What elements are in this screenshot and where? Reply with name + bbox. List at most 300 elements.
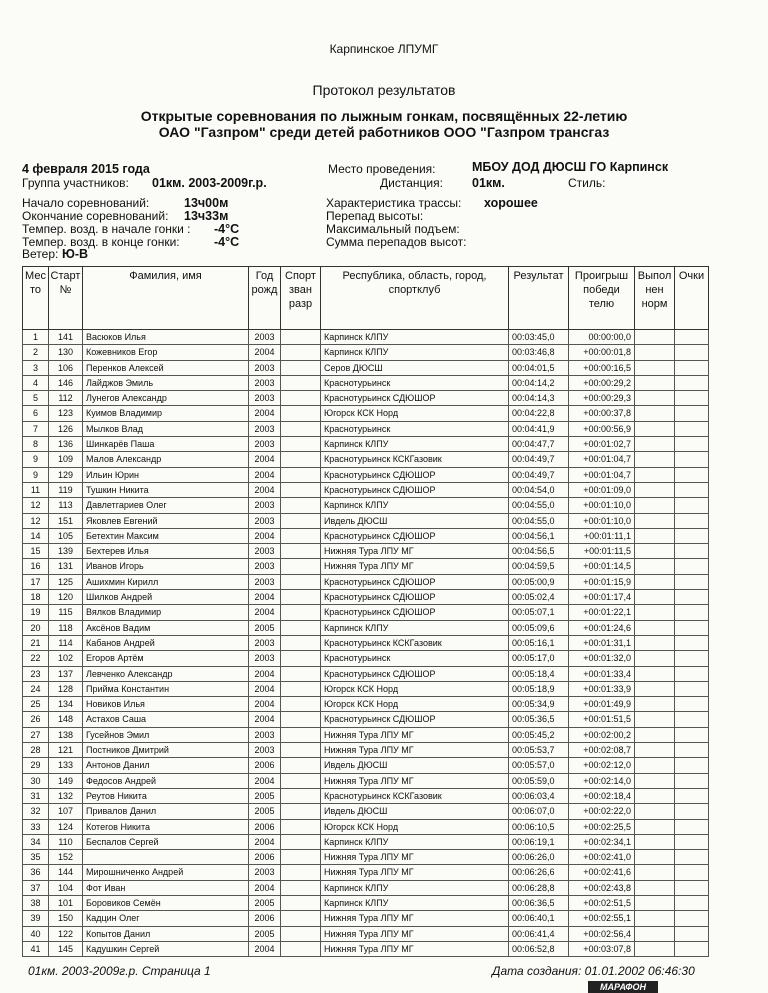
cell-behind: +00:02:08,7 xyxy=(569,743,635,758)
cell-start: 136 xyxy=(49,437,83,452)
cell-norm xyxy=(635,574,675,589)
cell-name: Прийма Константин xyxy=(83,681,249,696)
table-row xyxy=(23,804,709,819)
cell-year: 2004 xyxy=(249,712,281,727)
cell-behind: +00:01:02,7 xyxy=(569,437,635,452)
cell-norm xyxy=(635,804,675,819)
temp-end-label: Темпер. возд. в конце гонки: xyxy=(22,235,180,249)
cell-start: 125 xyxy=(49,574,83,589)
cell-points xyxy=(675,605,709,620)
cell-norm xyxy=(635,666,675,681)
table-row xyxy=(23,697,709,712)
table-row xyxy=(23,544,709,559)
cell-rank xyxy=(281,544,321,559)
cell-rank xyxy=(281,773,321,788)
temp-start-label: Темпер. возд. в начале гонки : xyxy=(22,222,191,236)
table-row xyxy=(23,926,709,941)
cell-behind: +00:01:24,6 xyxy=(569,620,635,635)
cell-start: 118 xyxy=(49,620,83,635)
cell-place: 25 xyxy=(23,697,49,712)
cell-norm xyxy=(635,727,675,742)
cell-behind: +00:01:10,0 xyxy=(569,498,635,513)
table-row xyxy=(23,590,709,605)
cell-name: Перенков Алексей xyxy=(83,360,249,375)
cell-start: 133 xyxy=(49,758,83,773)
table-row xyxy=(23,452,709,467)
table-row xyxy=(23,819,709,834)
cell-region: Ивдель ДЮСШ xyxy=(321,758,509,773)
cell-place: 35 xyxy=(23,850,49,865)
distance-label: Дистанция: xyxy=(380,176,443,190)
cell-points xyxy=(675,528,709,543)
protocol-title: Протокол результатов xyxy=(312,82,456,98)
cell-result: 00:04:56,1 xyxy=(509,528,569,543)
cell-rank xyxy=(281,345,321,360)
cell-behind: +00:02:41,0 xyxy=(569,850,635,865)
cell-name: Федосов Андрей xyxy=(83,773,249,788)
cell-place: 27 xyxy=(23,727,49,742)
table-header-row xyxy=(23,267,709,330)
cell-place: 41 xyxy=(23,941,49,956)
cell-start: 145 xyxy=(49,941,83,956)
end-time-value: 13ч33м xyxy=(184,209,229,223)
cell-name: Аксёнов Вадим xyxy=(83,620,249,635)
cell-start: 107 xyxy=(49,804,83,819)
table-row xyxy=(23,651,709,666)
cell-start: 144 xyxy=(49,865,83,880)
sum-diff-label: Сумма перепадов высот: xyxy=(326,235,467,249)
cell-norm xyxy=(635,850,675,865)
cell-result: 00:04:49,7 xyxy=(509,452,569,467)
col-name-header: Фамилия, имя xyxy=(83,267,249,330)
table-row xyxy=(23,895,709,910)
cell-region: Нижняя Тура ЛПУ МГ xyxy=(321,773,509,788)
cell-name: Шилков Андрей xyxy=(83,590,249,605)
cell-place: 4 xyxy=(23,375,49,390)
cell-behind: +00:01:32,0 xyxy=(569,651,635,666)
cell-place: 16 xyxy=(23,559,49,574)
cell-start: 130 xyxy=(49,345,83,360)
cell-year: 2006 xyxy=(249,758,281,773)
cell-place: 5 xyxy=(23,391,49,406)
cell-points xyxy=(675,437,709,452)
cell-place: 17 xyxy=(23,574,49,589)
cell-result: 00:06:07,0 xyxy=(509,804,569,819)
cell-name: Куимов Владимир xyxy=(83,406,249,421)
col-behind-header: Проигрыш победи телю xyxy=(569,267,635,330)
cell-rank xyxy=(281,911,321,926)
table-row xyxy=(23,406,709,421)
cell-start: 121 xyxy=(49,743,83,758)
cell-start: 114 xyxy=(49,635,83,650)
cell-points xyxy=(675,391,709,406)
cell-year: 2004 xyxy=(249,941,281,956)
cell-region: Карпинск КЛПУ xyxy=(321,345,509,360)
cell-place: 8 xyxy=(23,437,49,452)
cell-name xyxy=(83,850,249,865)
cell-result: 00:03:46,8 xyxy=(509,345,569,360)
cell-points xyxy=(675,421,709,436)
cell-behind: +00:02:43,8 xyxy=(569,880,635,895)
cell-rank xyxy=(281,681,321,696)
temp-end-value: -4°C xyxy=(214,235,240,249)
max-climb-label: Максимальный подъем: xyxy=(326,222,460,236)
table-row xyxy=(23,681,709,696)
cell-region: Краснотурьинск СДЮШОР xyxy=(321,666,509,681)
cell-year: 2003 xyxy=(249,559,281,574)
cell-result: 00:04:56,5 xyxy=(509,544,569,559)
cell-region: Карпинск КЛПУ xyxy=(321,880,509,895)
cell-rank xyxy=(281,421,321,436)
cell-behind: +00:02:56,4 xyxy=(569,926,635,941)
cell-region: Серов ДЮСШ xyxy=(321,360,509,375)
cell-result: 00:03:45,0 xyxy=(509,330,569,345)
cell-start: 132 xyxy=(49,788,83,803)
cell-region: Нижняя Тура ЛПУ МГ xyxy=(321,743,509,758)
cell-year: 2003 xyxy=(249,574,281,589)
cell-points xyxy=(675,850,709,865)
cell-norm xyxy=(635,467,675,482)
cell-place: 11 xyxy=(23,482,49,497)
cell-behind: +00:01:14,5 xyxy=(569,559,635,574)
cell-place: 2 xyxy=(23,345,49,360)
cell-rank xyxy=(281,360,321,375)
cell-place: 34 xyxy=(23,834,49,849)
cell-year: 2005 xyxy=(249,895,281,910)
cell-name: Бехтерев Илья xyxy=(83,544,249,559)
cell-behind: +00:03:07,8 xyxy=(569,941,635,956)
cell-norm xyxy=(635,911,675,926)
cell-place: 24 xyxy=(23,681,49,696)
cell-place: 9 xyxy=(23,467,49,482)
table-row xyxy=(23,880,709,895)
col-rank-header: Спорт зван разр xyxy=(281,267,321,330)
cell-region: Карпинск КЛПУ xyxy=(321,895,509,910)
cell-place: 1 xyxy=(23,330,49,345)
cell-year: 2003 xyxy=(249,727,281,742)
cell-region: Югорск КСК Норд xyxy=(321,697,509,712)
cell-result: 00:05:16,1 xyxy=(509,635,569,650)
cell-name: Кадушкин Сергей xyxy=(83,941,249,956)
cell-region: Карпинск КЛПУ xyxy=(321,437,509,452)
cell-name: Фот Иван xyxy=(83,880,249,895)
cell-name: Егоров Артём xyxy=(83,651,249,666)
cell-norm xyxy=(635,345,675,360)
cell-region: Югорск КСК Норд xyxy=(321,406,509,421)
cell-rank xyxy=(281,590,321,605)
cell-result: 00:04:22,8 xyxy=(509,406,569,421)
cell-region: Ивдель ДЮСШ xyxy=(321,804,509,819)
cell-points xyxy=(675,406,709,421)
cell-place: 26 xyxy=(23,712,49,727)
event-date: 4 февраля 2015 года xyxy=(22,162,150,176)
cell-result: 00:04:55,0 xyxy=(509,513,569,528)
cell-year: 2004 xyxy=(249,452,281,467)
results-body xyxy=(23,330,709,957)
cell-points xyxy=(675,743,709,758)
cell-result: 00:05:34,9 xyxy=(509,697,569,712)
cell-norm xyxy=(635,452,675,467)
cell-norm xyxy=(635,880,675,895)
cell-norm xyxy=(635,605,675,620)
cell-year: 2003 xyxy=(249,421,281,436)
marathon-logo: МАРАФОН xyxy=(588,981,658,993)
cell-norm xyxy=(635,544,675,559)
cell-place: 20 xyxy=(23,620,49,635)
cell-norm xyxy=(635,941,675,956)
cell-start: 152 xyxy=(49,850,83,865)
cell-place: 23 xyxy=(23,666,49,681)
cell-rank xyxy=(281,865,321,880)
cell-region: Нижняя Тура ЛПУ МГ xyxy=(321,559,509,574)
cell-norm xyxy=(635,406,675,421)
cell-region: Краснотурьинск КСКГазовик xyxy=(321,788,509,803)
cell-points xyxy=(675,544,709,559)
cell-rank xyxy=(281,605,321,620)
cell-behind: +00:00:16,5 xyxy=(569,360,635,375)
cell-rank xyxy=(281,651,321,666)
cell-name: Иванов Игорь xyxy=(83,559,249,574)
cell-start: 115 xyxy=(49,605,83,620)
cell-rank xyxy=(281,758,321,773)
cell-norm xyxy=(635,865,675,880)
cell-region: Краснотурьинск xyxy=(321,651,509,666)
cell-result: 00:05:18,9 xyxy=(509,681,569,696)
end-time-label: Окончание соревнований: xyxy=(22,209,169,223)
cell-norm xyxy=(635,926,675,941)
cell-region: Краснотурьинск xyxy=(321,375,509,390)
cell-points xyxy=(675,498,709,513)
cell-result: 00:05:53,7 xyxy=(509,743,569,758)
cell-rank xyxy=(281,635,321,650)
cell-result: 00:04:54,0 xyxy=(509,482,569,497)
cell-norm xyxy=(635,834,675,849)
cell-year: 2004 xyxy=(249,773,281,788)
cell-points xyxy=(675,788,709,803)
cell-norm xyxy=(635,758,675,773)
table-row xyxy=(23,727,709,742)
cell-place: 15 xyxy=(23,544,49,559)
cell-result: 00:05:18,4 xyxy=(509,666,569,681)
cell-region: Нижняя Тура ЛПУ МГ xyxy=(321,926,509,941)
cell-rank xyxy=(281,880,321,895)
cell-points xyxy=(675,666,709,681)
cell-result: 00:04:01,5 xyxy=(509,360,569,375)
cell-year: 2003 xyxy=(249,391,281,406)
cell-start: 105 xyxy=(49,528,83,543)
col-region-header: Республика, область, город, спортклуб xyxy=(321,267,509,330)
cell-norm xyxy=(635,697,675,712)
cell-points xyxy=(675,467,709,482)
cell-region: Краснотурьинск КСКГазовик xyxy=(321,635,509,650)
cell-place: 22 xyxy=(23,651,49,666)
cell-result: 00:05:17,0 xyxy=(509,651,569,666)
cell-points xyxy=(675,651,709,666)
cell-year: 2004 xyxy=(249,482,281,497)
table-row xyxy=(23,375,709,390)
cell-year: 2004 xyxy=(249,681,281,696)
cell-region: Краснотурьинск СДЮШОР xyxy=(321,482,509,497)
cell-place: 6 xyxy=(23,406,49,421)
cell-points xyxy=(675,360,709,375)
cell-rank xyxy=(281,850,321,865)
col-place-header: Мес то xyxy=(23,267,49,330)
cell-result: 00:04:14,3 xyxy=(509,391,569,406)
cell-year: 2004 xyxy=(249,605,281,620)
cell-behind: +00:00:29,3 xyxy=(569,391,635,406)
cell-start: 109 xyxy=(49,452,83,467)
cell-start: 123 xyxy=(49,406,83,421)
cell-place: 32 xyxy=(23,804,49,819)
cell-place: 38 xyxy=(23,895,49,910)
cell-points xyxy=(675,697,709,712)
cell-points xyxy=(675,620,709,635)
cell-name: Астахов Саша xyxy=(83,712,249,727)
table-row xyxy=(23,773,709,788)
cell-points xyxy=(675,880,709,895)
cell-region: Югорск КСК Норд xyxy=(321,681,509,696)
cell-rank xyxy=(281,375,321,390)
cell-start: 141 xyxy=(49,330,83,345)
cell-place: 37 xyxy=(23,880,49,895)
cell-year: 2003 xyxy=(249,360,281,375)
cell-place: 14 xyxy=(23,528,49,543)
cell-region: Краснотурьинск СДЮШОР xyxy=(321,574,509,589)
cell-year: 2004 xyxy=(249,467,281,482)
creation-date: Дата создания: 01.01.2002 06:46:30 xyxy=(492,964,695,978)
cell-place: 31 xyxy=(23,788,49,803)
cell-name: Новиков Илья xyxy=(83,697,249,712)
cell-norm xyxy=(635,498,675,513)
table-row xyxy=(23,345,709,360)
cell-norm xyxy=(635,559,675,574)
cell-name: Васюков Илья xyxy=(83,330,249,345)
table-row xyxy=(23,498,709,513)
cell-year: 2004 xyxy=(249,697,281,712)
table-row xyxy=(23,941,709,956)
cell-region: Нижняя Тура ЛПУ МГ xyxy=(321,544,509,559)
cell-points xyxy=(675,712,709,727)
table-row xyxy=(23,467,709,482)
cell-behind: +00:02:55,1 xyxy=(569,911,635,926)
cell-norm xyxy=(635,743,675,758)
cell-start: 149 xyxy=(49,773,83,788)
cell-name: Гусейнов Эмил xyxy=(83,727,249,742)
cell-norm xyxy=(635,681,675,696)
cell-result: 00:06:36,5 xyxy=(509,895,569,910)
cell-place: 28 xyxy=(23,743,49,758)
cell-start: 134 xyxy=(49,697,83,712)
cell-rank xyxy=(281,727,321,742)
cell-start: 104 xyxy=(49,880,83,895)
cell-norm xyxy=(635,391,675,406)
cell-norm xyxy=(635,482,675,497)
cell-place: 40 xyxy=(23,926,49,941)
cell-points xyxy=(675,574,709,589)
cell-region: Нижняя Тура ЛПУ МГ xyxy=(321,850,509,865)
cell-result: 00:04:41,9 xyxy=(509,421,569,436)
cell-name: Копытов Данил xyxy=(83,926,249,941)
cell-points xyxy=(675,834,709,849)
cell-behind: +00:01:49,9 xyxy=(569,697,635,712)
cell-region: Краснотурьинск СДЮШОР xyxy=(321,528,509,543)
cell-region: Краснотурьинск СДЮШОР xyxy=(321,712,509,727)
cell-name: Левченко Александр xyxy=(83,666,249,681)
cell-behind: +00:01:10,0 xyxy=(569,513,635,528)
cell-start: 139 xyxy=(49,544,83,559)
cell-place: 29 xyxy=(23,758,49,773)
cell-rank xyxy=(281,895,321,910)
cell-points xyxy=(675,635,709,650)
cell-start: 138 xyxy=(49,727,83,742)
cell-year: 2004 xyxy=(249,590,281,605)
cell-norm xyxy=(635,635,675,650)
cell-year: 2003 xyxy=(249,498,281,513)
cell-year: 2003 xyxy=(249,865,281,880)
cell-rank xyxy=(281,743,321,758)
cell-name: Котегов Никита xyxy=(83,819,249,834)
cell-result: 00:04:55,0 xyxy=(509,498,569,513)
cell-year: 2003 xyxy=(249,375,281,390)
cell-region: Краснотурьинск СДЮШОР xyxy=(321,605,509,620)
cell-region: Карпинск КЛПУ xyxy=(321,498,509,513)
cell-name: Ашихмин Кирилл xyxy=(83,574,249,589)
cell-rank xyxy=(281,834,321,849)
cell-rank xyxy=(281,498,321,513)
cell-points xyxy=(675,895,709,910)
cell-rank xyxy=(281,819,321,834)
cell-behind: 00:00:00,0 xyxy=(569,330,635,345)
cell-region: Краснотурьинск СДЮШОР xyxy=(321,467,509,482)
cell-norm xyxy=(635,620,675,635)
cell-rank xyxy=(281,467,321,482)
cell-norm xyxy=(635,788,675,803)
results-table xyxy=(22,266,709,957)
table-row xyxy=(23,528,709,543)
cell-year: 2005 xyxy=(249,804,281,819)
cell-start: 106 xyxy=(49,360,83,375)
cell-year: 2005 xyxy=(249,620,281,635)
cell-result: 00:06:28,8 xyxy=(509,880,569,895)
cell-name: Кожевников Егор xyxy=(83,345,249,360)
cell-year: 2003 xyxy=(249,635,281,650)
cell-result: 00:06:19,1 xyxy=(509,834,569,849)
cell-behind: +00:00:37,8 xyxy=(569,406,635,421)
cell-region: Краснотурьинск xyxy=(321,421,509,436)
cell-result: 00:05:09,6 xyxy=(509,620,569,635)
cell-points xyxy=(675,926,709,941)
cell-name: Малов Александр xyxy=(83,452,249,467)
cell-place: 19 xyxy=(23,605,49,620)
table-row xyxy=(23,743,709,758)
cell-norm xyxy=(635,330,675,345)
table-row xyxy=(23,360,709,375)
cell-year: 2005 xyxy=(249,788,281,803)
cell-region: Карпинск КЛПУ xyxy=(321,620,509,635)
table-row xyxy=(23,635,709,650)
table-row xyxy=(23,758,709,773)
table-row xyxy=(23,605,709,620)
cell-result: 00:05:00,9 xyxy=(509,574,569,589)
page-info: 01км. 2003-2009г.р. Страница 1 xyxy=(28,964,211,978)
cell-behind: +00:00:01,8 xyxy=(569,345,635,360)
table-row xyxy=(23,330,709,345)
cell-rank xyxy=(281,712,321,727)
cell-points xyxy=(675,727,709,742)
cell-region: Нижняя Тура ЛПУ МГ xyxy=(321,727,509,742)
cell-result: 00:04:49,7 xyxy=(509,467,569,482)
cell-start: 150 xyxy=(49,911,83,926)
